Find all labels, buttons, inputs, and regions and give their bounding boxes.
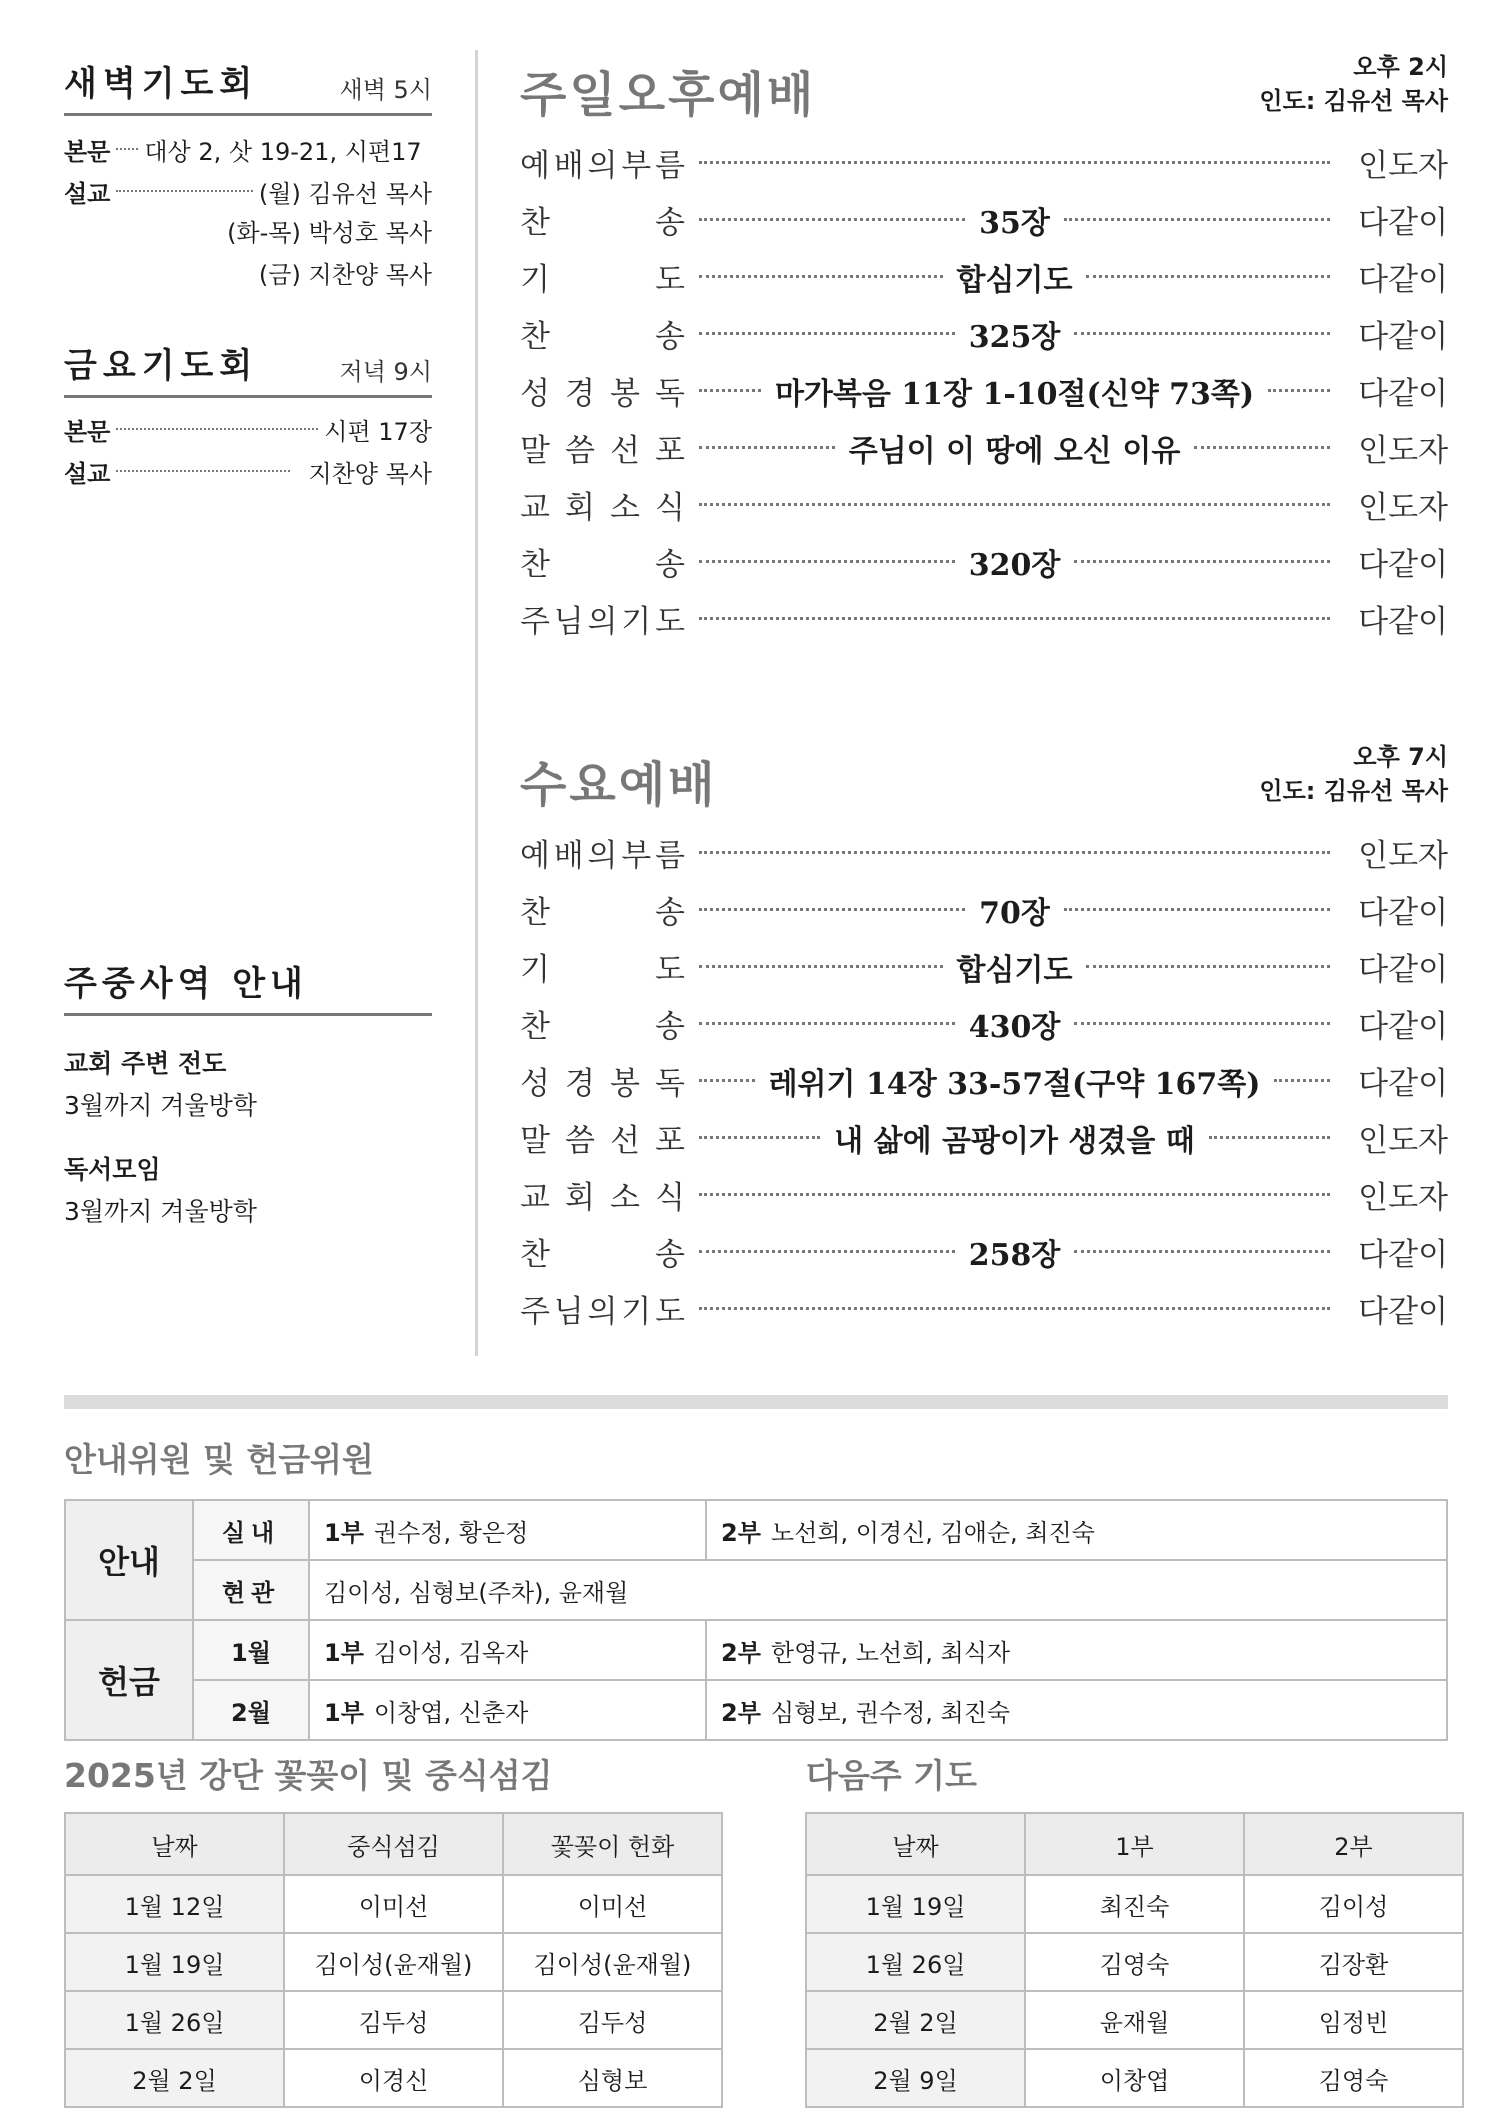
part-label: 2부: [721, 1698, 761, 1727]
order-participant: 다같이: [1358, 1066, 1449, 1102]
order-label: 주 님 의 기 도: [520, 604, 685, 640]
order-row: [520, 1052, 1448, 1109]
order-content: 레위기 14장 33-57절(구약 167쪽): [768, 1066, 1261, 1102]
order-participant: 다같이: [1358, 205, 1449, 241]
table-row: [806, 1933, 1463, 1991]
column-header: 중식섬김: [284, 1813, 503, 1875]
ministry-item: [64, 1150, 432, 1228]
order-participant: 다같이: [1358, 1237, 1449, 1273]
date-cell: 1월 19일: [806, 1875, 1025, 1933]
ministry-item: [64, 1044, 432, 1122]
leader-dots: [699, 161, 1330, 164]
part-names: 이창엽, 신춘자: [373, 1698, 529, 1727]
part-names: 권수정, 황은정: [373, 1518, 529, 1547]
order-label: 예 배 의 부 름: [520, 148, 685, 184]
leader-dots: [699, 1079, 755, 1082]
date-cell: 2월 9일: [806, 2049, 1025, 2107]
friday-prayer-time: 저녁 9시: [339, 358, 432, 386]
part-label: 1부: [324, 1518, 364, 1547]
order-label: 찬 송: [520, 547, 685, 583]
part-label: 1부: [324, 1638, 364, 1667]
prayer-title: 다음주 기도: [806, 1756, 977, 1795]
leader-dots: [699, 851, 1330, 854]
leader-dots: [699, 446, 835, 449]
dawn-sermon-value: (월) 김유선 목사: [258, 179, 432, 208]
leader-dots: [1268, 389, 1330, 392]
order-label: 찬 송: [520, 1009, 685, 1045]
sunday-service-title: 주일오후예배: [520, 67, 817, 123]
order-row: [520, 305, 1448, 362]
leader-dots: [116, 470, 290, 472]
order-label: 찬 송: [520, 895, 685, 931]
order-content: 합심기도: [956, 952, 1073, 988]
leader-dots: [1074, 560, 1330, 563]
column-header: 날짜: [806, 1813, 1025, 1875]
ministry-header: [64, 956, 432, 1016]
section-divider-bar: [64, 1395, 1448, 1409]
order-label: 교 회 소 식: [520, 1180, 685, 1216]
leader-dots: [1074, 1022, 1330, 1025]
order-label: 예 배 의 부 름: [520, 838, 685, 874]
order-row: [520, 938, 1448, 995]
leader-dots: [699, 617, 1330, 620]
leader-dots: [1086, 965, 1330, 968]
table-cell: 김영숙: [1244, 2049, 1463, 2107]
order-content: 마가복음 11장 1-10절(신약 73쪽): [774, 376, 1255, 412]
feb-label: 2월: [193, 1680, 309, 1740]
dawn-sermon-value: (금) 지찬양 목사: [258, 261, 432, 289]
table-cell: 윤재월: [1025, 1991, 1244, 2049]
friday-sermon-label: 설교: [64, 459, 111, 488]
table-row: [65, 1933, 722, 1991]
leader-dots: [699, 503, 1330, 506]
order-row: [520, 248, 1448, 305]
order-participant: 인도자: [1358, 490, 1448, 526]
order-label: 주 님 의 기 도: [520, 1294, 685, 1330]
column-header: 1부: [1025, 1813, 1244, 1875]
part-label: 1부: [324, 1698, 364, 1727]
order-participant: 다같이: [1358, 895, 1449, 931]
order-participant: 다같이: [1358, 1009, 1449, 1045]
friday-text-value: 시편 17장: [324, 417, 432, 446]
wednesday-service-time: 오후 7시: [1353, 743, 1448, 771]
column-header: 2부: [1244, 1813, 1463, 1875]
table-cell: 심형보: [503, 2049, 722, 2107]
part-names: 심형보, 권수정, 최진숙: [770, 1698, 1011, 1727]
feb-part2: [706, 1680, 1447, 1740]
dawn-prayer-header: [64, 56, 432, 116]
leader-dots: [1209, 1136, 1330, 1139]
guide-label: 안내: [65, 1500, 193, 1620]
sunday-order-list: [520, 134, 1448, 647]
order-participant: 인도자: [1358, 1123, 1448, 1159]
table-header-row: [806, 1813, 1463, 1875]
order-participant: 다같이: [1358, 319, 1449, 355]
order-participant: 다같이: [1358, 547, 1449, 583]
sunday-service-meta: [1259, 50, 1448, 118]
order-participant: 인도자: [1358, 433, 1449, 469]
table-cell: 이미선: [284, 1875, 503, 1933]
leader-dots: [1064, 218, 1330, 221]
order-label: 기 도: [520, 952, 685, 988]
order-label: 기 도: [520, 262, 685, 298]
table-row: [65, 1620, 1447, 1680]
order-label: 말 씀 선 포: [520, 1123, 685, 1159]
order-content: 주님이 이 땅에 오신 이유: [848, 433, 1181, 469]
sunday-service-section: [520, 48, 1448, 647]
table-row: [65, 1500, 1447, 1560]
order-row: [520, 1280, 1448, 1337]
dawn-prayer-title: 새벽기도회: [64, 64, 259, 104]
indoor-part2: [706, 1500, 1447, 1560]
table-row: [65, 1560, 1447, 1620]
friday-prayer-header: [64, 338, 432, 398]
leader-dots: [699, 560, 955, 563]
table-row: [65, 1680, 1447, 1740]
dawn-prayer-time: 새벽 5시: [339, 76, 432, 104]
table-row: [806, 1875, 1463, 1933]
leader-dots: [1194, 446, 1330, 449]
order-participant: 인도자: [1358, 1180, 1448, 1216]
column-header: 날짜: [65, 1813, 284, 1875]
table-cell: 이미선: [503, 1875, 722, 1933]
order-row: [520, 995, 1448, 1052]
sunday-service-time: 오후 2시: [1353, 53, 1448, 81]
leader-dots: [699, 965, 943, 968]
order-label: 찬 송: [520, 205, 685, 241]
order-row: [520, 1166, 1448, 1223]
order-content: 내 삶에 곰팡이가 생겼을 때: [834, 1123, 1195, 1159]
table-cell: 김영숙: [1025, 1933, 1244, 1991]
order-row: [520, 881, 1448, 938]
table-cell: 임정빈: [1244, 1991, 1463, 2049]
order-row: [520, 533, 1448, 590]
table-cell: 김장환: [1244, 1933, 1463, 1991]
order-participant: 다같이: [1358, 376, 1448, 412]
table-cell: 이경신: [284, 2049, 503, 2107]
table-cell: 이창엽: [1025, 2049, 1244, 2107]
order-participant: 다같이: [1358, 262, 1449, 298]
order-content: 70장: [979, 895, 1050, 931]
indoor-label: 실내: [193, 1500, 309, 1560]
wednesday-order-list: [520, 824, 1448, 1337]
part-names: 한영규, 노선희, 최식자: [770, 1638, 1011, 1667]
dawn-sermon-row: [64, 170, 432, 212]
order-participant: 인도자: [1358, 148, 1448, 184]
column-header: 꽃꽂이 헌화: [503, 1813, 722, 1875]
order-content: 258장: [968, 1237, 1061, 1273]
leader-dots: [699, 389, 761, 392]
wednesday-service-header: [520, 738, 1448, 824]
date-cell: 1월 12일: [65, 1875, 284, 1933]
ministry-item-desc: 3월까지 겨울방학: [64, 1197, 257, 1226]
date-cell: 2월 2일: [806, 1991, 1025, 2049]
entrance-label: 현관: [193, 1560, 309, 1620]
order-label: 성 경 봉 독: [520, 376, 685, 412]
offering-label: 헌금: [65, 1620, 193, 1740]
wednesday-service-leader: 인도: 김유선 목사: [1259, 777, 1448, 805]
table-row: [806, 2049, 1463, 2107]
friday-sermon-row: [64, 450, 432, 492]
leader-dots: [699, 908, 965, 911]
order-row: [520, 191, 1448, 248]
dawn-prayer-section: [64, 56, 432, 296]
ministry-item-name: 독서모임: [64, 1155, 161, 1184]
table-row: [65, 1875, 722, 1933]
jan-part1: [309, 1620, 706, 1680]
dawn-sermon-label: 설교: [64, 179, 111, 208]
wednesday-service-meta: [1259, 740, 1448, 808]
right-column: [520, 48, 1449, 1330]
ushers-table: [64, 1499, 1448, 1741]
table-cell: 김두성: [503, 1991, 722, 2049]
order-row: [520, 362, 1448, 419]
order-participant: 인도자: [1358, 838, 1448, 874]
order-label: 말 씀 선 포: [520, 433, 685, 469]
date-cell: 1월 19일: [65, 1933, 284, 1991]
date-cell: 1월 26일: [65, 1991, 284, 2049]
friday-sermon-value: 지찬양 목사: [308, 459, 432, 488]
date-cell: 1월 26일: [806, 1933, 1025, 1991]
order-row: [520, 824, 1448, 881]
order-row: [520, 590, 1448, 647]
leader-dots: [699, 1250, 955, 1253]
order-content: 합심기도: [956, 262, 1073, 298]
ministry-section: [64, 956, 432, 1228]
date-cell: 2월 2일: [65, 2049, 284, 2107]
order-content: 320장: [968, 547, 1061, 583]
left-column: [64, 56, 432, 1226]
order-content: 325장: [968, 319, 1061, 355]
leader-dots: [699, 1193, 1330, 1196]
leader-dots: [116, 428, 318, 430]
flowers-table: [64, 1812, 723, 2108]
leader-dots: [699, 1307, 1330, 1310]
ministry-item-desc: 3월까지 겨울방학: [64, 1091, 257, 1120]
leader-dots: [699, 332, 955, 335]
leader-dots: [699, 218, 965, 221]
dawn-text-row: [64, 128, 432, 170]
part-names: 노선희, 이경신, 김애순, 최진숙: [770, 1518, 1095, 1547]
part-label: 2부: [721, 1518, 761, 1547]
friday-prayer-title: 금요기도회: [64, 346, 259, 386]
wednesday-service-title: 수요예배: [520, 757, 718, 813]
leader-dots: [699, 275, 943, 278]
ministry-title: 주중사역 안내: [64, 964, 308, 1004]
leader-dots: [1274, 1079, 1330, 1082]
order-participant: 다같이: [1358, 1294, 1448, 1330]
dawn-sermon-value: (화-목) 박성호 목사: [227, 219, 432, 247]
prayer-table: [805, 1812, 1464, 2108]
dawn-text-label: 본문: [64, 137, 111, 166]
order-row: [520, 476, 1448, 533]
table-cell: 김이성: [1244, 1875, 1463, 1933]
leader-dots: [1064, 908, 1330, 911]
table-row: [806, 1991, 1463, 2049]
ministry-item-name: 교회 주변 전도: [64, 1049, 227, 1078]
table-row: [65, 1991, 722, 2049]
friday-text-row: [64, 408, 432, 450]
leader-dots: [1074, 1250, 1330, 1253]
order-row: [520, 1223, 1448, 1280]
table-row: [65, 2049, 722, 2107]
leader-dots: [116, 190, 253, 192]
leader-dots: [116, 148, 138, 150]
part-label: 2부: [721, 1638, 761, 1667]
table-header-row: [65, 1813, 722, 1875]
order-row: [520, 134, 1448, 191]
leader-dots: [699, 1136, 820, 1139]
sunday-service-leader: 인도: 김유선 목사: [1259, 87, 1448, 115]
order-participant: 다같이: [1358, 604, 1448, 640]
order-label: 찬 송: [520, 1237, 685, 1273]
part-names: 김이성, 김옥자: [373, 1638, 529, 1667]
order-label: 교 회 소 식: [520, 490, 685, 526]
table-cell: 최진숙: [1025, 1875, 1244, 1933]
order-row: [520, 419, 1448, 476]
order-label: 성 경 봉 독: [520, 1066, 685, 1102]
table-cell: 김이성(윤재월): [284, 1933, 503, 1991]
ushers-title: 안내위원 및 헌금위원: [64, 1440, 374, 1479]
order-participant: 다같이: [1358, 952, 1449, 988]
sunday-service-header: [520, 48, 1448, 134]
jan-part2: [706, 1620, 1447, 1680]
flowers-title: 2025년 강단 꽃꽂이 및 중식섬김: [64, 1756, 553, 1795]
feb-part1: [309, 1680, 706, 1740]
order-content: 430장: [968, 1009, 1061, 1045]
friday-prayer-section: [64, 338, 432, 492]
indoor-part1: [309, 1500, 706, 1560]
order-content: 35장: [979, 205, 1050, 241]
dawn-text-value: 대상 2, 삿 19-21, 시편17: [144, 137, 422, 166]
leader-dots: [1086, 275, 1330, 278]
column-divider: [475, 50, 478, 1356]
leader-dots: [1074, 332, 1330, 335]
entrance-names: 김이성, 심형보(주차), 윤재월: [309, 1560, 1447, 1620]
friday-text-label: 본문: [64, 417, 111, 446]
order-label: 찬 송: [520, 319, 685, 355]
table-cell: 김이성(윤재월): [503, 1933, 722, 1991]
table-cell: 김두성: [284, 1991, 503, 2049]
order-row: [520, 1109, 1448, 1166]
jan-label: 1월: [193, 1620, 309, 1680]
leader-dots: [699, 1022, 955, 1025]
wednesday-service-section: [520, 738, 1448, 1337]
